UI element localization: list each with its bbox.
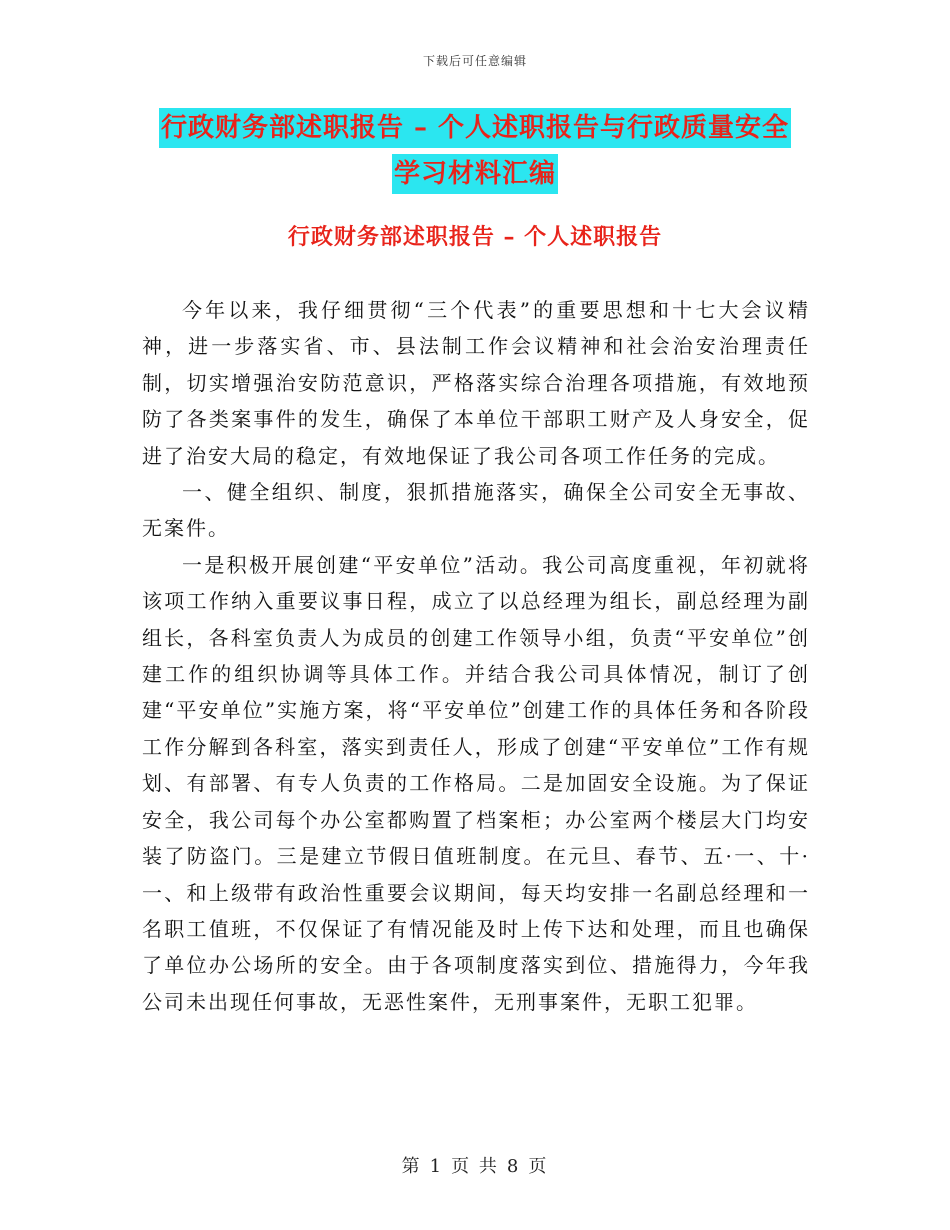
footer-middle: 页 共 [451, 1156, 499, 1177]
footer-total-pages: 8 [506, 1156, 521, 1177]
section-title: 行政财务部述职报告 – 个人述职报告 [287, 224, 663, 250]
footer-page-number: 1 [429, 1156, 444, 1177]
footer-suffix: 页 [528, 1156, 549, 1177]
document-title-line-1: 行政财务部述职报告 – 个人述职报告与行政质量安全 [159, 108, 791, 148]
body-paragraph: 今年以来，我仔细贯彻“三个代表”的重要思想和十七大会议精神，进一步落实省、市、县法制工作会议精神和社会治安治理责任制，切实增强治安防范意识，严格落实综合治理各项措施，有效地预防了各类案事件的发生，确保了本单位干部职工财产及人身安全，促进了治安大局的稳定，有效地保证了我公司各项工作任务的完成。 [142, 298, 810, 468]
footer-prefix: 第 [401, 1156, 422, 1177]
document-title [130, 108, 820, 194]
page-header-note: 下载后可任意编辑 [422, 54, 527, 68]
document-body [142, 292, 810, 1020]
body-paragraph: 一是积极开展创建“平安单位”活动。我公司高度重视，年初就将该项工作纳入重要议事日程，成立了以总经理为组长，副总经理为副组长，各科室负责人为成员的创建工作领导小组，负责“平安单位”创建工作的组织协调等具体工作。并结合我公司具体情况，制订了创建“平安单位”实施方案，将“平安单位”创建工作的具体任务和各阶段工作分解到各科室，落实到责任人，形成了创建“平安单位”工作有规划、有部署、有专人负责的工作格局。二是加固安全设施。为了保证安全，我公司每个办公室都购置了档案柜；办公室两个楼层大门均安装了防盗门。三是建立节假日值班制度。在元旦、春节、五·一、十·一、和上级带有政治性重要会议期间，每天均安排一名副总经理和一名职工值班，不仅保证了有情况能及时上传下达和处理，而且也确保了单位办公场所的安全。由于各项制度落实到位、措施得力，今年我公司未出现任何事故，无恶性案件，无刑事案件，无职工犯罪。 [142, 552, 810, 1014]
page-footer [0, 1152, 950, 1178]
document-title-line-2: 学习材料汇编 [392, 154, 558, 194]
body-paragraph: 一、健全组织、制度，狠抓措施落实，确保全公司安全无事故、无案件。 [142, 480, 810, 541]
